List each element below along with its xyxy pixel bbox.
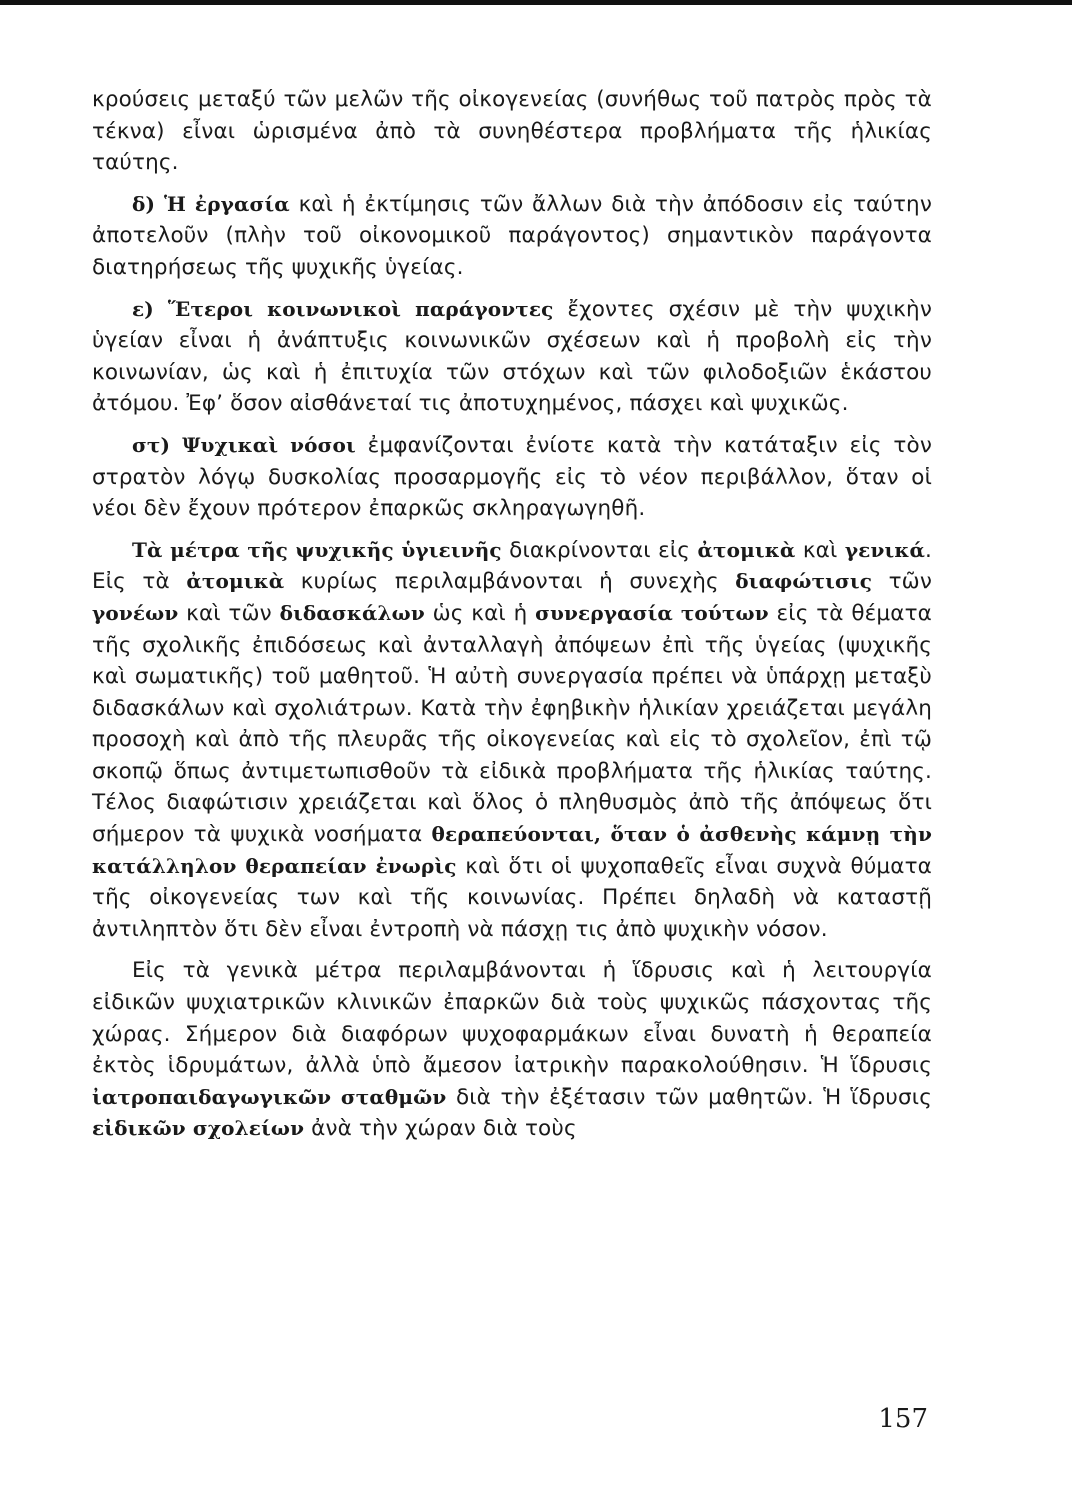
bold-text-run: ἀτομικὰ (186, 569, 285, 594)
text-run: κρούσεις μεταξύ τῶν μελῶν τῆς οἰκογενείας (συνήθως τοῦ πατρὸς πρὸς τὰ τέκνα) εἶναι ὡρισμένα ἀπὸ τὰ συνηθέστερα προβλήματα τῆς ἡλικίας ταύτης. (92, 87, 932, 176)
text-run: καὶ τῶν (178, 600, 280, 626)
paragraph (92, 955, 932, 1145)
text-run: καὶ ἡ ἐκτίμησις τῶν ἄλλων διὰ τὴν ἀπόδοσιν εἰς ταύτην ἀποτελοῦν (πλὴν τοῦ οἰκονομικοῦ παράγοντος) σημαντικὸν παράγοντα διατηρήσεως τῆς ψυχικῆς ὑγείας. (92, 191, 932, 280)
text-run: εἰς τὰ θέματα τῆς σχολικῆς ἐπιδόσεως καὶ ἀνταλλαγὴ ἀπόψεων ἐπὶ τῆς ὑγείας (ψυχικῆς καὶ σωματικῆς) τοῦ μαθητοῦ. Ἡ αὐτὴ συνεργασία πρέπει νὰ ὑπάρχῃ μεταξὺ διδασκάλων καὶ σχολιάτρων. Κατὰ τὴν ἐφηβικὴν ἡλικίαν χρειάζεται μεγάλη προσοχὴ καὶ ἀπὸ τῆς πλευρᾶς τῆς οἰκογενείας καὶ εἰς τὸ σχολεῖον, ἐπὶ τῷ σκοπῷ ὅπως ἀντιμετωπισθοῦν τὰ εἰδικὰ προβλήματα τῆς ἡλικίας ταύτης. Τέλος διαφώτισιν χρειάζεται καὶ ὅλος ὁ πληθυσμὸς ἀπὸ τῆς ἀπόψεως ὅτι σήμερον τὰ ψυχικὰ νοσήματα (92, 600, 932, 848)
text-run: ἐμφανίζονται ἐνίοτε κατὰ τὴν κατάταξιν εἰς τὸν στρατὸν λόγῳ δυσκολίας προσαρμογῆς εἰς τὸ νέον περιβάλλον, ὅταν οἱ νέοι δὲν ἔχουν πρότερον ἐπαρκῶς σκληραγωγηθῆ. (92, 432, 932, 522)
bold-text-run: συνεργασία τούτων (535, 600, 769, 625)
bold-text-run: ἰατροπαιδαγωγικῶν σταθμῶν (92, 1084, 447, 1109)
text-run: καὶ (795, 537, 845, 563)
text-run: . Εἰς τὰ (92, 537, 932, 595)
text-run: Εἰς τὰ γενικὰ μέτρα περιλαμβάνονται ἡ ἵδρυσις καὶ ἡ λειτουργία εἰδικῶν ψυχιατρικῶν κλινικῶν ἐπαρκῶν διὰ τοὺς ψυχικῶς πάσχοντας τῆς χώρας. Σήμερον διὰ διαφόρων ψυχοφαρμάκων εἶναι δυνατὴ ἡ θεραπεία ἐκτὸς ἱδρυμάτων, ἀλλὰ ὑπὸ ἄμεσον ἰατρικὴν παρακολούθησιν. Ἡ ἵδρυσις (92, 958, 932, 1079)
bold-text-run: δ) Ἡ ἐργασία (132, 191, 290, 216)
bold-text-run: διδασκάλων (279, 600, 425, 625)
bold-text-run: γονέων (92, 600, 179, 625)
bold-text-run: ε) Ἕτεροι κοινωνικοὶ παράγοντες (132, 296, 554, 321)
paragraph (92, 84, 932, 179)
bold-text-run: διαφώτισις (735, 569, 873, 594)
text-run: ὡς καὶ ἡ (424, 600, 536, 626)
text-run: διὰ τὴν ἐξέτασιν τῶν μαθητῶν. Ἡ ἵδρυσις (446, 1084, 932, 1110)
bold-text-run: στ) Ψυχικαὶ νόσοι (132, 432, 356, 457)
paragraph (92, 189, 932, 284)
bold-text-run: γενικά (844, 537, 926, 562)
paragraph (92, 430, 932, 525)
paragraph (92, 535, 932, 946)
text-run: διακρίνονται εἰς (501, 537, 698, 563)
text-run: κυρίως περιλαμβάνονται ἡ συνεχὴς (284, 569, 736, 595)
text-run: καὶ ὅτι οἱ ψυχοπαθεῖς εἶναι συχνὰ θύματα τῆς οἰκογενείας των καὶ τῆς κοινωνίας. Πρέπει δηλαδὴ νὰ καταστῇ ἀντιληπτὸν ὅτι δὲν εἶναι ἐντροπὴ νὰ πάσχῃ τις ἀπὸ ψυχικὴν νόσον. (92, 853, 932, 942)
bold-text-run: ἀτομικὰ (697, 537, 796, 562)
top-border-rule (0, 0, 1072, 5)
text-run: ἔχοντες σχέσιν μὲ τὴν ψυχικὴν ὑγείαν εἶναι ἡ ἀνάπτυξις κοινωνικῶν σχέσεων καὶ ἡ προβολὴ εἰς τὴν κοινωνίαν, ὡς καὶ ἡ ἐπιτυχία τῶν στόχων καὶ τῶν φιλοδοξιῶν ἑκάστου ἀτόμου. Ἐφ’ ὅσον αἰσθάνεταί τις ἀποτυχημένος, πάσχει καὶ ψυχικῶς. (92, 296, 932, 417)
text-run: τῶν (872, 569, 932, 595)
bold-text-run: θεραπεύονται, ὅταν ὁ ἀσθενὴς κάμνῃ τὴν κατάλληλον θεραπείαν ἐνωρὶς (92, 822, 932, 878)
text-run: ἀνὰ τὴν χώραν διὰ τοὺς (304, 1116, 577, 1142)
bold-text-run: Τὰ μέτρα τῆς ψυχικῆς ὑγιεινῆς (132, 537, 502, 562)
page-body-text (92, 84, 932, 1145)
page-number: 157 (878, 1404, 928, 1434)
paragraph (92, 294, 932, 420)
bold-text-run: εἰδικῶν σχολείων (92, 1116, 305, 1141)
